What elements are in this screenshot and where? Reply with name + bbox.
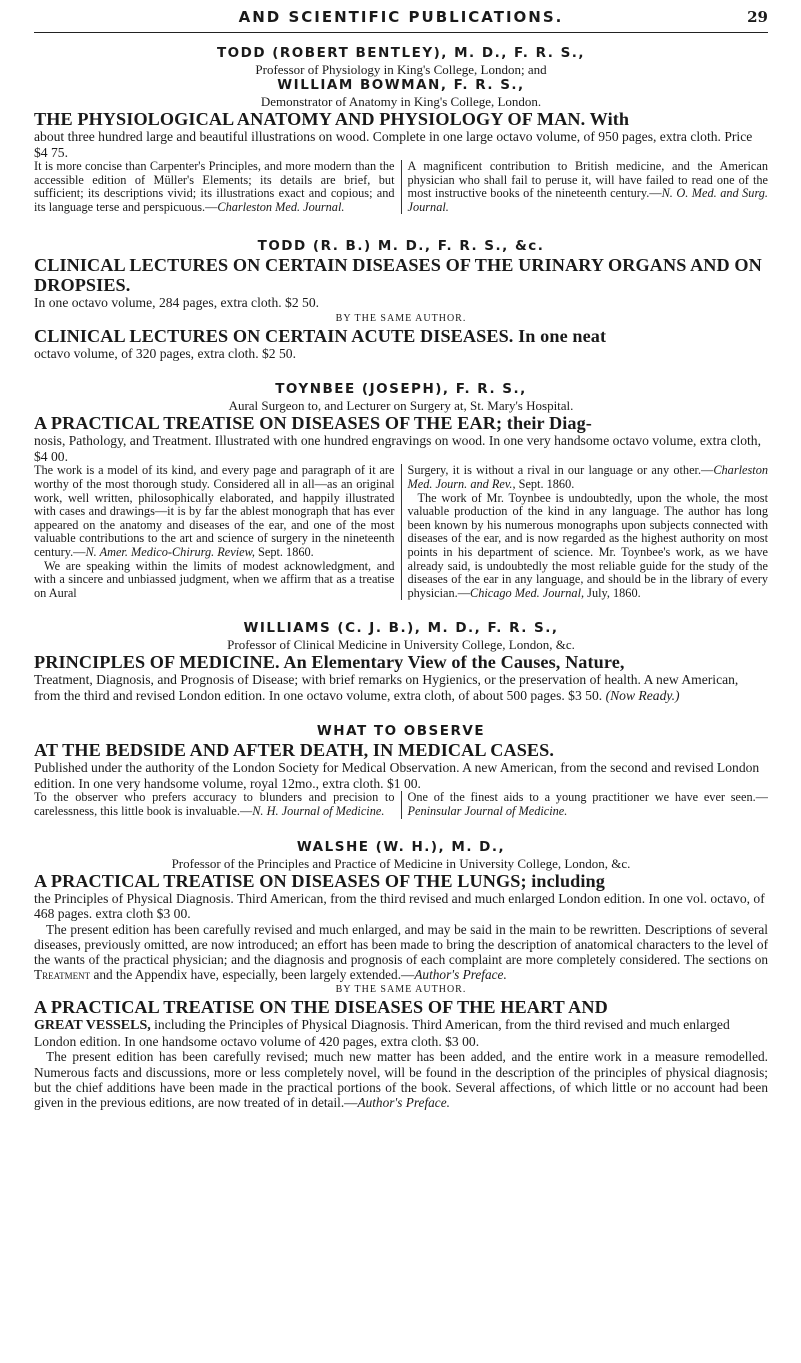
- author-heading: WALSHE (W. H.), M. D.,: [296, 838, 506, 855]
- byline: BY THE SAME AUTHOR.: [335, 312, 467, 324]
- entry-toynbee: [34, 381, 768, 600]
- book-title-2: A PRACTICAL TREATISE ON THE DISEASES OF THE HEART AND: [34, 997, 608, 1018]
- book-details: about three hundred large and beautiful illustrations on wood. Complete in one large octavo volume, of 950 pages, extra cloth. Price $4 75.: [34, 129, 753, 160]
- book-details-2: GREAT VESSELS, including the Principles of Physical Diagnosis. Third American, from the third revised and much enlarged London edition. In one handsome octavo volume of 420 pages, extra cloth. $3 00.: [34, 1017, 730, 1049]
- entry-todd: [34, 238, 768, 361]
- page-number: 29: [747, 8, 768, 26]
- review-right: A magnificent contribution to British medicine, and the American physician who shall fail to peruse it, will have failed to read one of the most instructive books of the nineteenth century.—N. O. Med. and Surg. Journal.: [407, 159, 768, 214]
- book-title: A PRACTICAL TREATISE ON DISEASES OF THE EAR; their Diag-: [34, 413, 592, 434]
- preface-excerpt-2: The present edition has been carefully revised; much new matter has been added, and the entire work in a measure remodelled. Numerous facts and discussions, more or less completely novel, will be found in the description of the principles of physical diagnosis; but the chief additions have been made in the practical portions of the book. Several affections, of which little or no account had been given in the previous editions, are now treated of in detail.—Author's Preface.: [34, 1049, 768, 1110]
- entry-walshe: [34, 839, 768, 1111]
- review-left: It is more concise than Carpenter's Principles, and more modern than the accessible edition of Müller's Elements; its details are brief, but sufficient; its descriptions vivid; its illustrations exact and copious; and its language terse and perspicuous.—Charleston Med. Journal.: [34, 160, 402, 214]
- review-right: One of the finest aids to a young practitioner we have ever seen.—Peninsular Journal of Medicine.: [407, 790, 768, 818]
- book-title: CLINICAL LECTURES ON CERTAIN DISEASES OF THE URINARY ORGANS AND ON DROPSIES.: [34, 255, 762, 296]
- book-title: PRINCIPLES OF MEDICINE. An Elementary View of the Causes, Nature,: [34, 652, 625, 673]
- byline: BY THE SAME AUTHOR.: [335, 984, 467, 996]
- coauthor-heading: WILLIAM BOWMAN, F. R. S.,: [277, 77, 525, 93]
- review-right: Surgery, it is without a rival in our language or any other.—Charleston Med. Journ. and Rev., Sept. 1860. The work of Mr. Toynbee is undoubtedly, upon the whole, the most valuable production of the kind in any language. The author has long been known by his numerous monographs upon subjects connected with diseases of the ear, and is now regarded as the highest authority on most points in his department of science. Mr. Toynbee's work, as we have already said, is undoubtedly the most reliable guide for the study of the diseases of the ear in any language, and should be in the library of every physician.—Chicago Med. Journal, July, 1860.: [407, 463, 768, 600]
- running-head: [34, 6, 768, 33]
- author-heading: TODD (ROBERT BENTLEY), M. D., F. R. S.,: [216, 45, 586, 61]
- author-position: Aural Surgeon to, and Lecturer on Surgery at, St. Mary's Hospital.: [228, 398, 574, 414]
- review-left: The work is a model of its kind, and every page and paragraph of it are worthy of the most thorough study. Considered all in all—as an original work, well written, philosophically elaborated, and happily illustrated with cases and drawings—it is by far the ablest monograph that has ever appeared on the anatomy and diseases of the ear, and one of the most valuable contributions to the art and science of surgery in the nineteenth century.—N. Amer. Medico-Chirurg. Review, Sept. 1860. We are speaking within the limits of modest acknowledgment, and with a sincere and unbiassed judgment, when we affirm that as a treatise on Aural: [34, 464, 402, 600]
- review-columns: [34, 160, 768, 214]
- author-position: Professor of Physiology in King's College, London; and: [255, 62, 547, 77]
- book-title: A PRACTICAL TREATISE ON DISEASES OF THE LUNGS; including: [34, 870, 605, 891]
- book-title: AT THE BEDSIDE AND AFTER DEATH, IN MEDICAL CASES.: [34, 740, 554, 761]
- coauthor-position: Demonstrator of Anatomy in King's College, London.: [260, 94, 542, 109]
- book-details: Published under the authority of the London Society for Medical Observation. A new American, from the second and revised London edition. In one very handsome volume, royal 12mo., extra cloth. $1 00.: [34, 760, 760, 791]
- book-details: Treatment, Diagnosis, and Prognosis of Disease; with brief remarks on Hygienics, or the preservation of health. A new American, from the third and revised London edition. In one octavo volume, extra cloth, of about 500 pages. $3 50. (Now Ready.): [34, 672, 739, 703]
- review-columns: [34, 464, 768, 600]
- author-heading: WILLIAMS (C. J. B.), M. D., F. R. S.,: [243, 620, 559, 637]
- entry-todd-bowman: [34, 45, 768, 214]
- review-columns: [34, 791, 768, 818]
- book-title: THE PHYSIOLOGICAL ANATOMY AND PHYSIOLOGY OF MAN. With: [34, 109, 630, 129]
- entry-what-to-observe: [34, 723, 768, 818]
- running-title: AND SCIENTIFIC PUBLICATIONS.: [238, 8, 564, 26]
- book-details-2: octavo volume, of 320 pages, extra cloth. $2 50.: [34, 345, 296, 361]
- entry-williams: [34, 620, 768, 703]
- catalog-page: [34, 0, 768, 1363]
- author-heading: TOYNBEE (JOSEPH), F. R. S.,: [275, 381, 527, 398]
- author-heading: TODD (R. B.) M. D., F. R. S., &c.: [257, 238, 545, 255]
- book-details: In one octavo volume, 284 pages, extra cloth. $2 50.: [34, 295, 320, 311]
- book-details: nosis, Pathology, and Treatment. Illustrated with one hundred engravings on wood. In one very handsome octavo volume, extra cloth, $4 00.: [34, 433, 761, 464]
- section-heading: WHAT TO OBSERVE: [316, 723, 486, 740]
- author-position: Professor of Clinical Medicine in University College, London, &c.: [227, 637, 575, 653]
- book-details: the Principles of Physical Diagnosis. Third American, from the third revised and much enlarged London edition. In one vol. octavo, of 468 pages. extra cloth $3 00.: [34, 890, 765, 921]
- preface-excerpt: The present edition has been carefully revised and much enlarged, and may be said in the main to be rewritten. Descriptions of several diseases, previously omitted, are now introduced; an effort has been made to bring the description of anatomical characters to the level of the wants of the practical physician; and the diagnosis and prognosis of each complaint are more completely considered. The sections on Treatment and the Appendix have, especially, been largely extended.—Author's Preface.: [34, 921, 768, 983]
- review-left: To the observer who prefers accuracy to blunders and precision to carelessness, this little book is invaluable.—N. H. Journal of Medicine.: [34, 791, 402, 818]
- book-title-2: CLINICAL LECTURES ON CERTAIN ACUTE DISEASES. In one neat: [34, 325, 607, 346]
- author-position: Professor of the Principles and Practice of Medicine in University College, London, &c.: [171, 855, 631, 871]
